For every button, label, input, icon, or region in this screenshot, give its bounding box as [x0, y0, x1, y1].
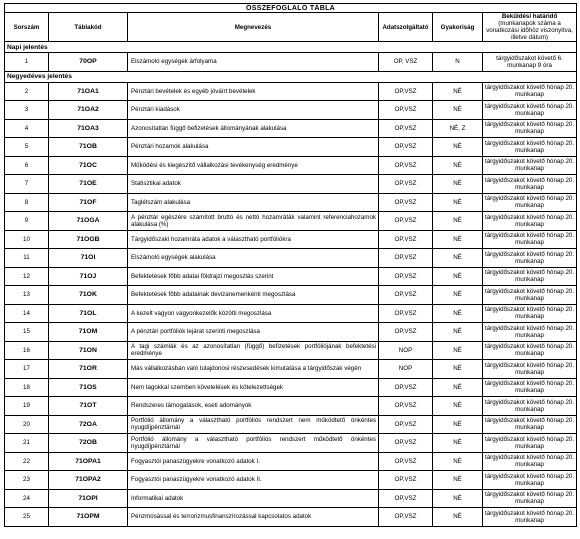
data-provider: OP,VSZ	[379, 82, 433, 101]
row-description: A pénztár egészére számított bruttó és nettó hozamráták valamint referenciahozamok alakulása (%)	[128, 212, 379, 231]
table-code: 71OK	[49, 286, 128, 305]
frequency: NÉ, Z	[433, 119, 483, 138]
col-header-sorszam: Sorszám	[5, 13, 49, 42]
data-provider: OP,VSZ	[379, 304, 433, 323]
data-provider: NOP	[379, 360, 433, 379]
row-number: 22	[5, 452, 49, 471]
data-provider: OP,VSZ	[379, 156, 433, 175]
frequency: NÉ	[433, 249, 483, 268]
frequency: NÉ	[433, 452, 483, 471]
data-provider: OP,VSZ	[379, 193, 433, 212]
submission-deadline: tárgyidőszakot követő hónap 20. munkanap	[483, 267, 577, 286]
frequency: NÉ	[433, 267, 483, 286]
table-row	[5, 156, 577, 175]
row-number: 24	[5, 489, 49, 508]
table-row	[5, 119, 577, 138]
table-row	[5, 415, 577, 434]
bekuldesi-subtitle: (munkanapok száma a vonatkozási időhöz viszonyítva, illetve dátum)	[486, 20, 573, 41]
frequency: NÉ	[433, 138, 483, 157]
submission-deadline: tárgyidőszakot követő hónap 20. munkanap	[483, 471, 577, 490]
submission-deadline: tárgyidőszakot követő hónap 20. munkanap	[483, 489, 577, 508]
table-code: 71OB	[49, 138, 128, 157]
table-row	[5, 138, 577, 157]
submission-deadline: tárgyidőszakot követő hónap 20. munkanap	[483, 193, 577, 212]
data-provider: OP,VSZ	[379, 212, 433, 231]
table-code: 71OPM	[49, 508, 128, 527]
table-code: 71ON	[49, 341, 128, 360]
submission-deadline: tárgyidőszakot követő hónap 20. munkanap	[483, 82, 577, 101]
section-title: Napi jelentés	[5, 42, 577, 53]
table-code: 71OA3	[49, 119, 128, 138]
data-provider: OP,VSZ	[379, 508, 433, 527]
section-row	[5, 42, 577, 53]
table-row	[5, 397, 577, 416]
table-code: 71OE	[49, 175, 128, 194]
table-code: 71OT	[49, 397, 128, 416]
frequency: NÉ	[433, 471, 483, 490]
table-code: 71OA1	[49, 82, 128, 101]
row-number: 15	[5, 323, 49, 342]
data-provider: OP,VSZ	[379, 175, 433, 194]
table-row	[5, 471, 577, 490]
row-number: 14	[5, 304, 49, 323]
table-row	[5, 452, 577, 471]
table-title: ÖSSZEFOGLALÓ TÁBLA	[5, 4, 577, 13]
data-provider: OP,VSZ	[379, 267, 433, 286]
row-description: Működési és kiegészítő vállalkozási tevékenység eredménye	[128, 156, 379, 175]
table-code: 71OPA1	[49, 452, 128, 471]
submission-deadline: tárgyidőszakot követő hónap 20. munkanap	[483, 434, 577, 453]
table-code: 71OGA	[49, 212, 128, 231]
col-header-gyakorisag: Gyakoriság	[433, 13, 483, 42]
row-description: Azonosítatlan függő befizetések állományának alakulása	[128, 119, 379, 138]
submission-deadline: tárgyidőszakot követő hónap 20. munkanap	[483, 397, 577, 416]
table-row	[5, 175, 577, 194]
row-number: 3	[5, 101, 49, 120]
table-code: 71OGB	[49, 230, 128, 249]
data-provider: OP,VSZ	[379, 471, 433, 490]
frequency: NÉ	[433, 193, 483, 212]
row-number: 10	[5, 230, 49, 249]
row-number: 12	[5, 267, 49, 286]
row-number: 25	[5, 508, 49, 527]
table-row	[5, 212, 577, 231]
data-provider: NOP	[379, 341, 433, 360]
table-row	[5, 323, 577, 342]
table-code: 71OS	[49, 378, 128, 397]
row-description: Portfólió állomány a választható portfóliós rendszert nem működtető önkéntes nyugdíjpénztárnál	[128, 415, 379, 434]
table-row	[5, 267, 577, 286]
table-code: 71OF	[49, 193, 128, 212]
data-provider: OP,VSZ	[379, 378, 433, 397]
data-provider: OP,VSZ	[379, 119, 433, 138]
row-description: Befektetések főbb adatainak devizanemenkénti megoszlása	[128, 286, 379, 305]
data-provider: OP,VSZ	[379, 489, 433, 508]
row-description: Pénztári kiadások	[128, 101, 379, 120]
table-row	[5, 434, 577, 453]
submission-deadline: tárgyidőszakot követő hónap 20. munkanap	[483, 304, 577, 323]
submission-deadline: tárgyidőszakot követő hónap 20. munkanap	[483, 230, 577, 249]
row-description: Pénztári hozamok alakulása	[128, 138, 379, 157]
row-number: 17	[5, 360, 49, 379]
row-number: 6	[5, 156, 49, 175]
table-row	[5, 508, 577, 527]
row-description: Fogyasztói panaszügyekre vonatkozó adatok I.	[128, 452, 379, 471]
submission-deadline: tárgyidőszakot követő hónap 20. munkanap	[483, 415, 577, 434]
table-row	[5, 286, 577, 305]
table-code: 71OPI	[49, 489, 128, 508]
submission-deadline: tárgyidőszakot követő hónap 20. munkanap	[483, 156, 577, 175]
row-number: 23	[5, 471, 49, 490]
frequency: NÉ	[433, 434, 483, 453]
row-number: 5	[5, 138, 49, 157]
frequency: NÉ	[433, 156, 483, 175]
row-number: 16	[5, 341, 49, 360]
frequency: NÉ	[433, 415, 483, 434]
summary-table	[4, 3, 577, 527]
row-number: 18	[5, 378, 49, 397]
submission-deadline: tárgyidőszakot követő hónap 20. munkanap	[483, 378, 577, 397]
row-description: A kezelt vagyon vagyonkezelők közötti megoszlása	[128, 304, 379, 323]
data-provider: OP,VSZ	[379, 101, 433, 120]
table-code: 71OA2	[49, 101, 128, 120]
table-code: 71OR	[49, 360, 128, 379]
row-description: A tagi számlák és az azonosítatlan (függő) befizetések portfóliójának befektetési eredménye	[128, 341, 379, 360]
frequency: NÉ	[433, 175, 483, 194]
data-provider: OP,VSZ	[379, 434, 433, 453]
table-code: 71OM	[49, 323, 128, 342]
table-code: 71OJ	[49, 267, 128, 286]
frequency: NÉ	[433, 286, 483, 305]
row-description: Elszámoló egységek árfolyama	[128, 53, 379, 72]
submission-deadline: tárgyidőszakot követő 6. munkanap 9 óra	[483, 53, 577, 72]
frequency: NÉ	[433, 341, 483, 360]
row-number: 7	[5, 175, 49, 194]
table-row	[5, 360, 577, 379]
row-description: Elszámoló egységek alakulása	[128, 249, 379, 268]
frequency: NÉ	[433, 212, 483, 231]
row-description: Portfólió állomány a választható portfóliós rendszert működtető önkéntes nyugdíjpénztárnál	[128, 434, 379, 453]
row-number: 1	[5, 53, 49, 72]
row-number: 20	[5, 415, 49, 434]
row-description: Befektetések főbb adatai földrajzi megoszlás szerint	[128, 267, 379, 286]
submission-deadline: tárgyidőszakot követő hónap 20. munkanap	[483, 341, 577, 360]
submission-deadline: tárgyidőszakot követő hónap 20. munkanap	[483, 360, 577, 379]
row-description: Taglétszám alakulása	[128, 193, 379, 212]
bekuldesi-title: Beküldési határidő	[501, 13, 558, 20]
frequency: N	[433, 53, 483, 72]
data-provider: OP,VSZ	[379, 452, 433, 471]
submission-deadline: tárgyidőszakot követő hónap 20. munkanap	[483, 212, 577, 231]
table-code: 71OL	[49, 304, 128, 323]
row-number: 4	[5, 119, 49, 138]
row-description: A pénztári portfóliók lejárat szerinti megoszlása	[128, 323, 379, 342]
frequency: NÉ	[433, 304, 483, 323]
col-header-bekuldesi	[483, 13, 577, 42]
submission-deadline: tárgyidőszakot követő hónap 20. munkanap	[483, 323, 577, 342]
frequency: NÉ	[433, 508, 483, 527]
submission-deadline: tárgyidőszakot követő hónap 20. munkanap	[483, 249, 577, 268]
table-row	[5, 489, 577, 508]
submission-deadline: tárgyidőszakot követő hónap 20. munkanap	[483, 508, 577, 527]
row-number: 13	[5, 286, 49, 305]
row-description: Más vállalkozásban való tulajdonosi részesedések kimutatása a tárgyidőszak végén	[128, 360, 379, 379]
frequency: NÉ	[433, 323, 483, 342]
data-provider: OP,VSZ	[379, 415, 433, 434]
data-provider: OP,VSZ	[379, 138, 433, 157]
table-row	[5, 304, 577, 323]
row-number: 2	[5, 82, 49, 101]
submission-deadline: tárgyidőszakot követő hónap 20. munkanap	[483, 175, 577, 194]
data-provider: OP,VSZ	[379, 249, 433, 268]
col-header-megnevezes: Megnevezés	[128, 13, 379, 42]
section-row	[5, 71, 577, 82]
row-number: 21	[5, 434, 49, 453]
row-description: Pénztári bevételek és egyéb jóváírt bevételek	[128, 82, 379, 101]
row-description: Fogyasztói panaszügyekre vonatkozó adatok II.	[128, 471, 379, 490]
table-row	[5, 101, 577, 120]
row-description: Rendszeres támogatások, eseti adományok	[128, 397, 379, 416]
data-provider: OP,VSZ	[379, 230, 433, 249]
table-code: 72OA	[49, 415, 128, 434]
table-code: 72OB	[49, 434, 128, 453]
table-row	[5, 378, 577, 397]
row-description: Tárgyidőszaki hozamráta adatok a választható portfóliókra	[128, 230, 379, 249]
table-row	[5, 341, 577, 360]
table-code: 71OC	[49, 156, 128, 175]
row-number: 9	[5, 212, 49, 231]
frequency: NÉ	[433, 101, 483, 120]
section-title: Negyedéves jelentés	[5, 71, 577, 82]
row-description: Nem tagokkal szemben követelések és kötelezettségek	[128, 378, 379, 397]
data-provider: OP, VSZ	[379, 53, 433, 72]
frequency: NÉ	[433, 489, 483, 508]
frequency: NÉ	[433, 82, 483, 101]
table-row	[5, 249, 577, 268]
frequency: NÉ	[433, 397, 483, 416]
data-provider: OP,VSZ	[379, 323, 433, 342]
row-description: Statisztikai adatok	[128, 175, 379, 194]
data-provider: OP,VSZ	[379, 397, 433, 416]
table-code: 71OI	[49, 249, 128, 268]
row-description: Pénzmosással és terrorizmusfinanszírozással kapcsolatos adatok	[128, 508, 379, 527]
row-number: 11	[5, 249, 49, 268]
submission-deadline: tárgyidőszakot követő hónap 20. munkanap	[483, 101, 577, 120]
table-code: 70OP	[49, 53, 128, 72]
table-code: 71OPA2	[49, 471, 128, 490]
submission-deadline: tárgyidőszakot követő hónap 20. munkanap	[483, 119, 577, 138]
row-description: Informatikai adatok	[128, 489, 379, 508]
row-number: 8	[5, 193, 49, 212]
table-row	[5, 53, 577, 72]
submission-deadline: tárgyidőszakot követő hónap 20. munkanap	[483, 452, 577, 471]
table-row	[5, 230, 577, 249]
frequency: NÉ	[433, 378, 483, 397]
col-header-tablakod: Táblakód	[49, 13, 128, 42]
table-row	[5, 82, 577, 101]
col-header-adatszolgaltato: Adatszolgáltató	[379, 13, 433, 42]
row-number: 19	[5, 397, 49, 416]
frequency: NÉ	[433, 360, 483, 379]
table-body	[5, 42, 577, 527]
frequency: NÉ	[433, 230, 483, 249]
data-provider: OP,VSZ	[379, 286, 433, 305]
submission-deadline: tárgyidőszakot követő hónap 20. munkanap	[483, 286, 577, 305]
table-row	[5, 193, 577, 212]
submission-deadline: tárgyidőszakot követő hónap 20. munkanap	[483, 138, 577, 157]
